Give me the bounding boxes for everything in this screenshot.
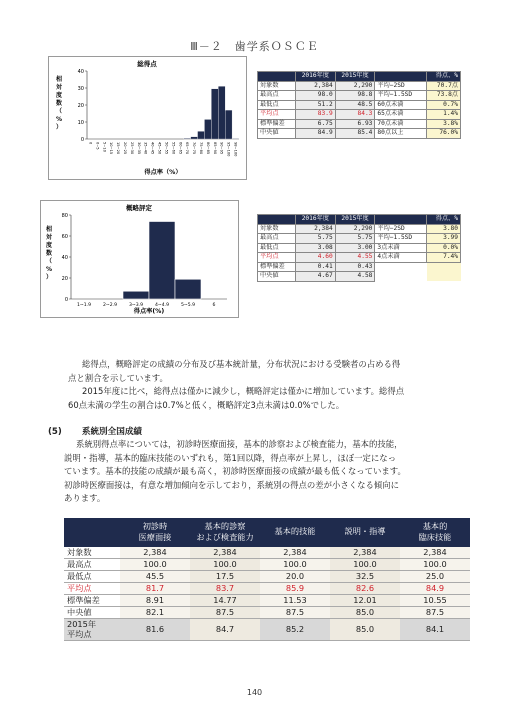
stats-cell: 85.4 <box>335 129 375 139</box>
summary-line: 60点未満の学生の割合は0.7%と低く，概略評定3点未満は0.0%でした。 <box>68 399 345 410</box>
category-cell: 2,384 <box>260 546 330 558</box>
stats-cell: 0.43 <box>335 262 375 272</box>
x-tick-label: 95~100 <box>226 142 231 157</box>
stats-row <box>258 91 461 101</box>
x-tick-label: 5~5.9 <box>180 303 196 308</box>
category-cell: 85.0 <box>330 606 400 618</box>
stats-cell <box>375 272 427 282</box>
category-row <box>64 594 470 606</box>
category-cell: 87.5 <box>190 606 260 618</box>
stats-header-row <box>258 215 461 225</box>
stats-cell: 76.0% <box>427 129 461 139</box>
x-tick-label: 0 <box>88 142 93 145</box>
stats-cell: 80点以上 <box>375 129 427 139</box>
stats-header-cell: 2015年度 <box>335 215 375 225</box>
section-title: 系統別全国成績 <box>81 427 143 437</box>
stats-cell: 3.80 <box>427 224 461 234</box>
stats-cell: 2,384 <box>296 224 336 234</box>
section-heading <box>48 425 142 437</box>
y-axis-label: % <box>45 266 53 273</box>
stats-header-cell <box>375 72 427 82</box>
section-paragraph <box>64 438 484 506</box>
stats-cell: 最低点 <box>258 243 296 253</box>
stats-header-cell: 得点、% <box>427 215 461 225</box>
stats-cell: 0.0% <box>427 243 461 253</box>
stats-cell: 中央値 <box>258 272 296 282</box>
stats-cell: 3.00 <box>335 243 375 253</box>
category-cell: 中央値 <box>64 606 120 618</box>
category-cell: 2,384 <box>120 546 190 558</box>
y-axis-label: 対 <box>45 234 53 241</box>
category-cell: 85.2 <box>260 618 330 640</box>
category-cell: 100.0 <box>400 558 470 570</box>
y-tick-label: 10 <box>77 120 84 126</box>
category-header-row <box>64 518 470 546</box>
rating-chart <box>40 200 239 318</box>
stats-cell: 5.75 <box>296 234 336 244</box>
x-tick-label: 15~20 <box>116 142 121 155</box>
x-tick-label: 6 <box>212 303 216 308</box>
x-tick-label: 70~75 <box>192 142 197 155</box>
histogram-bar <box>175 279 201 299</box>
stats-row <box>258 81 461 91</box>
stats-cell <box>427 272 461 282</box>
section-line: 説明・指導，基本的臨床技能のいずれも，第1回以降，得点率が上昇し，ほぼ一定になっ <box>64 452 396 463</box>
stats-cell: 2,384 <box>296 81 336 91</box>
stats-cell: 平均−1.5SD <box>375 91 427 101</box>
y-axis-label: 度 <box>55 92 63 99</box>
y-tick-label: 80 <box>61 213 68 219</box>
category-cell: 83.7 <box>190 582 260 594</box>
x-tick-label: 90~95 <box>219 142 224 155</box>
category-cell: 45.5 <box>120 570 190 582</box>
category-cell: 11.53 <box>260 594 330 606</box>
category-row <box>64 582 470 594</box>
category-cell: 82.6 <box>330 582 400 594</box>
category-cell: 100.0 <box>190 558 260 570</box>
category-cell: 平均点 <box>64 582 120 594</box>
stats-row <box>258 234 461 244</box>
x-tick-label: 50~55 <box>164 142 169 155</box>
chart-title: 概略評定 <box>126 204 152 212</box>
x-tick-label: 55~60 <box>171 142 176 155</box>
stats-cell: 84.9 <box>296 129 336 139</box>
category-header-cell: 初診時 医療面接 <box>120 518 190 546</box>
stats-cell: 2,290 <box>335 224 375 234</box>
x-tick-label: 0~5 <box>95 142 100 150</box>
stats-header-cell: 2016年度 <box>296 72 336 82</box>
stats-cell: 73.8点 <box>427 91 461 101</box>
stats-cell: 対象数 <box>258 224 296 234</box>
section-line: 初診時医療面接は，有意な増加傾向を示しており，系統別の得点の差が小さくなる傾向に <box>64 479 399 490</box>
stats-cell: 60点未満 <box>375 100 427 110</box>
stats-header-cell <box>258 72 296 82</box>
stats-cell: 4.55 <box>335 253 375 263</box>
stats-cell <box>427 262 461 272</box>
x-tick-label: 75~80 <box>199 142 203 155</box>
stats-cell: 83.9 <box>296 110 336 120</box>
category-cell: 標準偏差 <box>64 594 120 606</box>
x-tick-label: 10~15 <box>109 142 114 155</box>
y-axis-label: % <box>55 116 63 123</box>
stats-cell: 最低点 <box>258 100 296 110</box>
histogram-bar <box>123 291 149 299</box>
stats-cell: 平均−1.5SD <box>375 234 427 244</box>
y-axis-label: 度 <box>45 242 53 249</box>
stats-header-cell <box>258 215 296 225</box>
x-tick-label: 40~45 <box>150 142 155 155</box>
rating-histogram <box>41 201 238 317</box>
stats-row <box>258 272 461 282</box>
stats-cell: 3点未満 <box>375 243 427 253</box>
histogram-bar <box>232 138 239 139</box>
category-cell: 最高点 <box>64 558 120 570</box>
category-cell: 2015年 平均点 <box>64 618 120 640</box>
stats-row <box>258 119 461 129</box>
summary-line: 総得点，概略評定の成績の分布及び基本統計量，分布状況における受験者の占める得 <box>82 359 401 369</box>
stats-cell: 6.93 <box>335 119 375 129</box>
x-tick-label: 25~30 <box>129 142 134 155</box>
y-axis-label: 数 <box>55 100 63 107</box>
category-cell: 2,384 <box>400 546 470 558</box>
histogram-bar <box>184 138 191 139</box>
y-axis-label: （ <box>55 108 63 115</box>
stats-cell: 70点未満 <box>375 119 427 129</box>
category-cell: 2,384 <box>330 546 400 558</box>
category-cell: 100.0 <box>120 558 190 570</box>
histogram-bar <box>211 89 218 139</box>
category-cell: 20.0 <box>260 570 330 582</box>
category-row <box>64 558 470 570</box>
category-cell: 84.1 <box>400 618 470 640</box>
stats-cell: 平均−2SD <box>375 224 427 234</box>
x-tick-label: 3~3.9 <box>128 303 144 308</box>
category-scores-table <box>64 518 470 641</box>
stats-cell: 3.99 <box>427 234 461 244</box>
stats-cell: 標準偏差 <box>258 262 296 272</box>
histogram-bar <box>204 119 211 139</box>
stats-cell: 3.8% <box>427 119 461 129</box>
summary-line: 2015年度に比べ，総得点は僅かに減少し，概略評定は僅かに増加しています。総得点 <box>82 386 405 397</box>
stats-cell: 0.41 <box>296 262 336 272</box>
y-axis-label: ） <box>55 124 63 131</box>
section-number: (5) <box>48 427 62 437</box>
x-tick-label: 4~4.9 <box>154 303 170 308</box>
stats-cell: 4.60 <box>296 253 336 263</box>
category-row <box>64 546 470 558</box>
y-axis-label: 対 <box>55 84 63 91</box>
histogram-bar <box>218 86 225 139</box>
y-axis-label: ） <box>45 274 53 281</box>
total-score-histogram <box>49 57 246 179</box>
category-row <box>64 618 470 640</box>
x-tick-label: 1~1.9 <box>76 303 92 308</box>
stats-row <box>258 110 461 120</box>
stats-cell: 84.3 <box>335 110 375 120</box>
category-cell: 8.91 <box>120 594 190 606</box>
category-header-cell: 基本的技能 <box>260 518 330 546</box>
stats-cell: 標準偏差 <box>258 119 296 129</box>
stats-cell: 対象数 <box>258 81 296 91</box>
category-cell: 最低点 <box>64 570 120 582</box>
stats-cell: 平均点 <box>258 110 296 120</box>
histogram-bar <box>191 137 198 139</box>
category-cell: 12.01 <box>330 594 400 606</box>
x-tick-label: 80~85 <box>205 142 210 155</box>
stats-cell: 5.75 <box>335 234 375 244</box>
category-cell: 84.7 <box>190 618 260 640</box>
summary-paragraph <box>64 358 474 412</box>
histogram-bar <box>149 222 175 299</box>
category-cell: 25.0 <box>400 570 470 582</box>
y-axis-label: 相 <box>55 76 63 83</box>
category-cell: 87.5 <box>400 606 470 618</box>
section-line: あります。 <box>64 493 106 504</box>
stats-cell: 98.0 <box>296 91 336 101</box>
stats-cell: 最高点 <box>258 234 296 244</box>
x-tick-label: 35~40 <box>143 142 148 155</box>
x-tick-label: 60~65 <box>178 142 183 155</box>
stats-cell: 65点未満 <box>375 110 427 120</box>
stats-cell: 0.7% <box>427 100 461 110</box>
category-cell: 100.0 <box>260 558 330 570</box>
category-cell: 81.7 <box>120 582 190 594</box>
category-header-cell: 基本的 臨床技能 <box>400 518 470 546</box>
category-cell: 87.5 <box>260 606 330 618</box>
x-axis-label: 得点率(%) <box>133 308 165 315</box>
page-number: 140 <box>246 688 263 697</box>
stats-cell: 48.5 <box>335 100 375 110</box>
stats-cell: 7.4% <box>427 253 461 263</box>
x-tick-label: 85~90 <box>212 142 217 155</box>
stats-row <box>258 129 461 139</box>
y-tick-label: 0 <box>64 297 68 303</box>
y-axis-label: （ <box>45 258 53 265</box>
stats-cell: 平均−2SD <box>375 81 427 91</box>
category-cell: 85.0 <box>330 618 400 640</box>
category-cell: 32.5 <box>330 570 400 582</box>
stats-cell: 3.08 <box>296 243 336 253</box>
y-tick-label: 40 <box>77 69 84 75</box>
y-tick-label: 30 <box>77 86 84 92</box>
stats-row <box>258 262 461 272</box>
stats-cell: 51.2 <box>296 100 336 110</box>
section-line: 系統別得点率については，初診時医療面接，基本的診察および検査能力，基本的技能， <box>76 439 403 449</box>
stats-cell: 2,290 <box>335 81 375 91</box>
x-tick-label: 30~35 <box>136 142 141 155</box>
y-tick-label: 20 <box>61 276 68 282</box>
stats-row <box>258 253 461 263</box>
stats-header-cell <box>375 215 427 225</box>
category-cell: 82.1 <box>120 606 190 618</box>
stats-cell: 最高点 <box>258 91 296 101</box>
category-row <box>64 570 470 582</box>
histogram-bar <box>225 110 232 139</box>
stats-header-cell: 得点、% <box>427 72 461 82</box>
category-header-cell: 説明・指導 <box>330 518 400 546</box>
x-tick-label: 65~70 <box>185 142 190 155</box>
stats-row <box>258 224 461 234</box>
total-score-stats-table <box>257 71 461 139</box>
stats-cell <box>375 262 427 272</box>
x-tick-label: 20~25 <box>123 142 127 155</box>
category-cell: 10.55 <box>400 594 470 606</box>
stats-cell: 4.67 <box>296 272 336 282</box>
stats-cell: 98.8 <box>335 91 375 101</box>
histogram-bar <box>198 131 205 139</box>
x-tick-label: 5~10 <box>102 142 107 152</box>
category-header-cell: 基本的診察 および検査能力 <box>190 518 260 546</box>
page-title: Ⅲ－２ 歯学系ＯＳＣＥ <box>190 40 319 53</box>
y-tick-label: 40 <box>61 255 68 261</box>
stats-cell: 1.4% <box>427 110 461 120</box>
rating-stats-table <box>257 214 461 282</box>
stats-cell: 中央値 <box>258 129 296 139</box>
total-score-chart <box>48 56 247 180</box>
summary-line: 点と割合を示しています。 <box>68 372 168 383</box>
category-cell: 対象数 <box>64 546 120 558</box>
category-cell: 81.6 <box>120 618 190 640</box>
category-cell: 100.0 <box>330 558 400 570</box>
stats-header-row <box>258 72 461 82</box>
stats-row <box>258 100 461 110</box>
chart-title: 総得点 <box>137 60 157 68</box>
y-axis-label: 相 <box>45 226 53 233</box>
category-header-cell <box>64 518 120 546</box>
y-axis-label: 数 <box>45 250 53 257</box>
category-row <box>64 606 470 618</box>
stats-header-cell: 2016年度 <box>296 215 336 225</box>
x-tick-label: 98~100 <box>233 142 238 157</box>
x-axis-label: 得点率（%） <box>144 169 182 176</box>
stats-cell: 平均点 <box>258 253 296 263</box>
category-cell: 17.5 <box>190 570 260 582</box>
stats-cell: 6.75 <box>296 119 336 129</box>
section-line: ています。基本的技能の成績が最も高く，初診時医療面接の成績が最も低くなっています。 <box>64 466 406 477</box>
stats-cell: 70.7点 <box>427 81 461 91</box>
y-tick-label: 20 <box>77 103 84 109</box>
x-tick-label: 2~2.9 <box>102 303 118 308</box>
stats-cell: 4点未満 <box>375 253 427 263</box>
category-cell: 2,384 <box>190 546 260 558</box>
category-cell: 85.9 <box>260 582 330 594</box>
category-cell: 84.9 <box>400 582 470 594</box>
y-tick-label: 0 <box>80 137 84 143</box>
stats-cell: 4.58 <box>335 272 375 282</box>
x-tick-label: 45~50 <box>157 142 162 155</box>
category-cell: 14.77 <box>190 594 260 606</box>
y-tick-label: 60 <box>61 234 68 240</box>
stats-row <box>258 243 461 253</box>
stats-header-cell: 2015年度 <box>335 72 375 82</box>
